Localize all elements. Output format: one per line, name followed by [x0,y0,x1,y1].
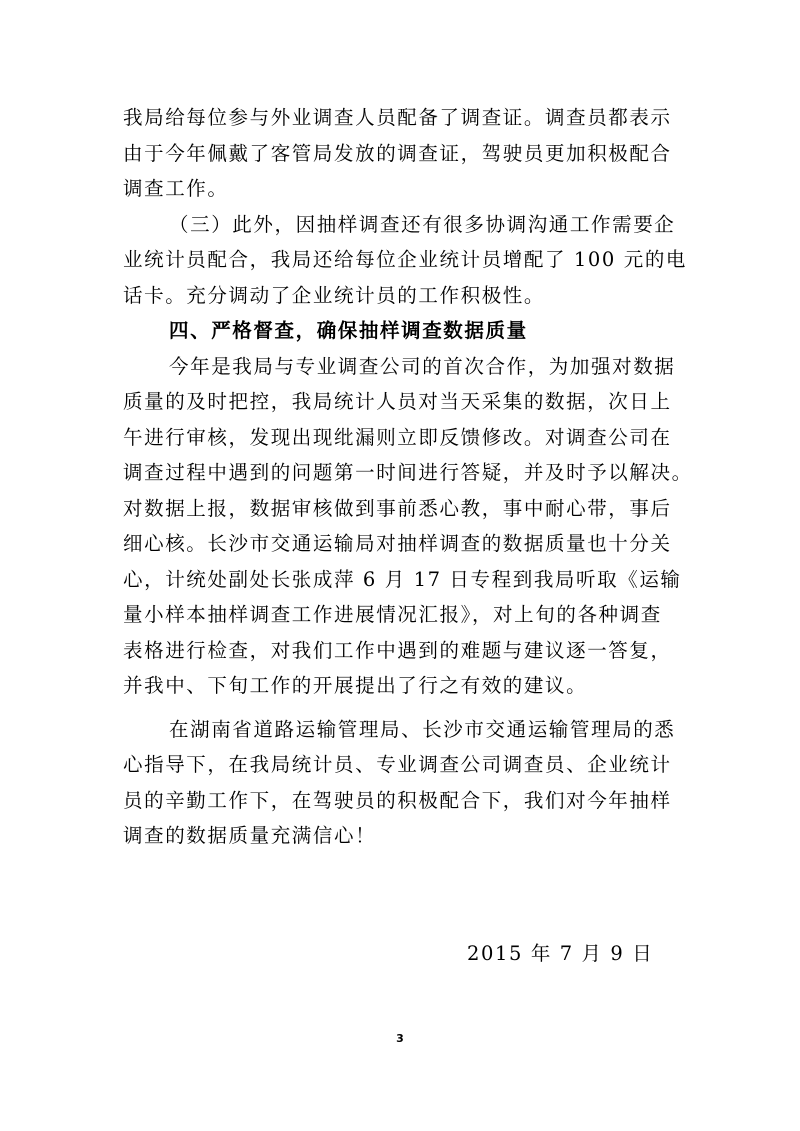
text-line: 对数据上报，数据审核做到事前悉心教，事中耐心带，事后 [123,496,672,520]
paragraph-spacer [123,704,683,712]
paragraph-start-line: （三）此外，因抽样调查还有很多协调沟通工作需要企 [169,212,676,236]
text-line: 话卡。充分调动了企业统计员的工作积极性。 [123,283,546,307]
text-line: 员的辛勤工作下，在驾驶员的积极配合下，我们对今年抽样 [123,788,672,812]
text-line: 量小样本抽样调查工作进展情况汇报》，对上旬的各种调查 [123,603,662,626]
text-line: 表格进行检查，对我们工作中遇到的难题与建议逐一答复， [123,638,672,662]
document-body [123,100,693,854]
text-line: 质量的及时把控，我局统计人员对当天采集的数据，次日上 [123,390,672,413]
text-line: 心，计统处副处长张成萍 6 月 17 日专程到我局听取《运输 [123,567,682,591]
paragraph-start-line: 今年是我局与专业调查公司的首次合作，为加强对数据 [169,354,676,378]
paragraph-start-line: 在湖南省道路运输管理局、长沙市交通运输管理局的悉 [169,717,676,741]
text-line: 心指导下，在我局统计员、专业调查公司调查员、企业统计 [123,753,672,776]
text-line: 并我中、下旬工作的开展提出了行之有效的建议。 [123,674,588,697]
page-number: 3 [396,1032,404,1045]
text-line: 细心核。长沙市交通运输局对抽样调查的数据质量也十分关 [123,532,672,555]
document-date: 2015 年 7 月 9 日 [467,942,654,965]
text-line: 午进行审核，发现出现纰漏则立即反馈修改。对调查公司在 [123,425,672,449]
text-line: 我局给每位参与外业调查人员配备了调查证。调查员都表示 [123,106,672,129]
section-heading: 四、严格督查，确保抽样调查数据质量 [169,319,528,342]
text-line: 调查工作。 [123,177,229,200]
text-line: 调查过程中遇到的问题第一时间进行答疑，并及时予以解决。 [123,461,693,484]
text-line: 由于今年佩戴了客管局发放的调查证，驾驶员更加积极配合 [123,141,672,165]
text-line: 业统计员配合，我局还给每位企业统计员增配了 100 元的电 [123,248,688,271]
text-line: 调查的数据质量充满信心！ [123,824,377,847]
